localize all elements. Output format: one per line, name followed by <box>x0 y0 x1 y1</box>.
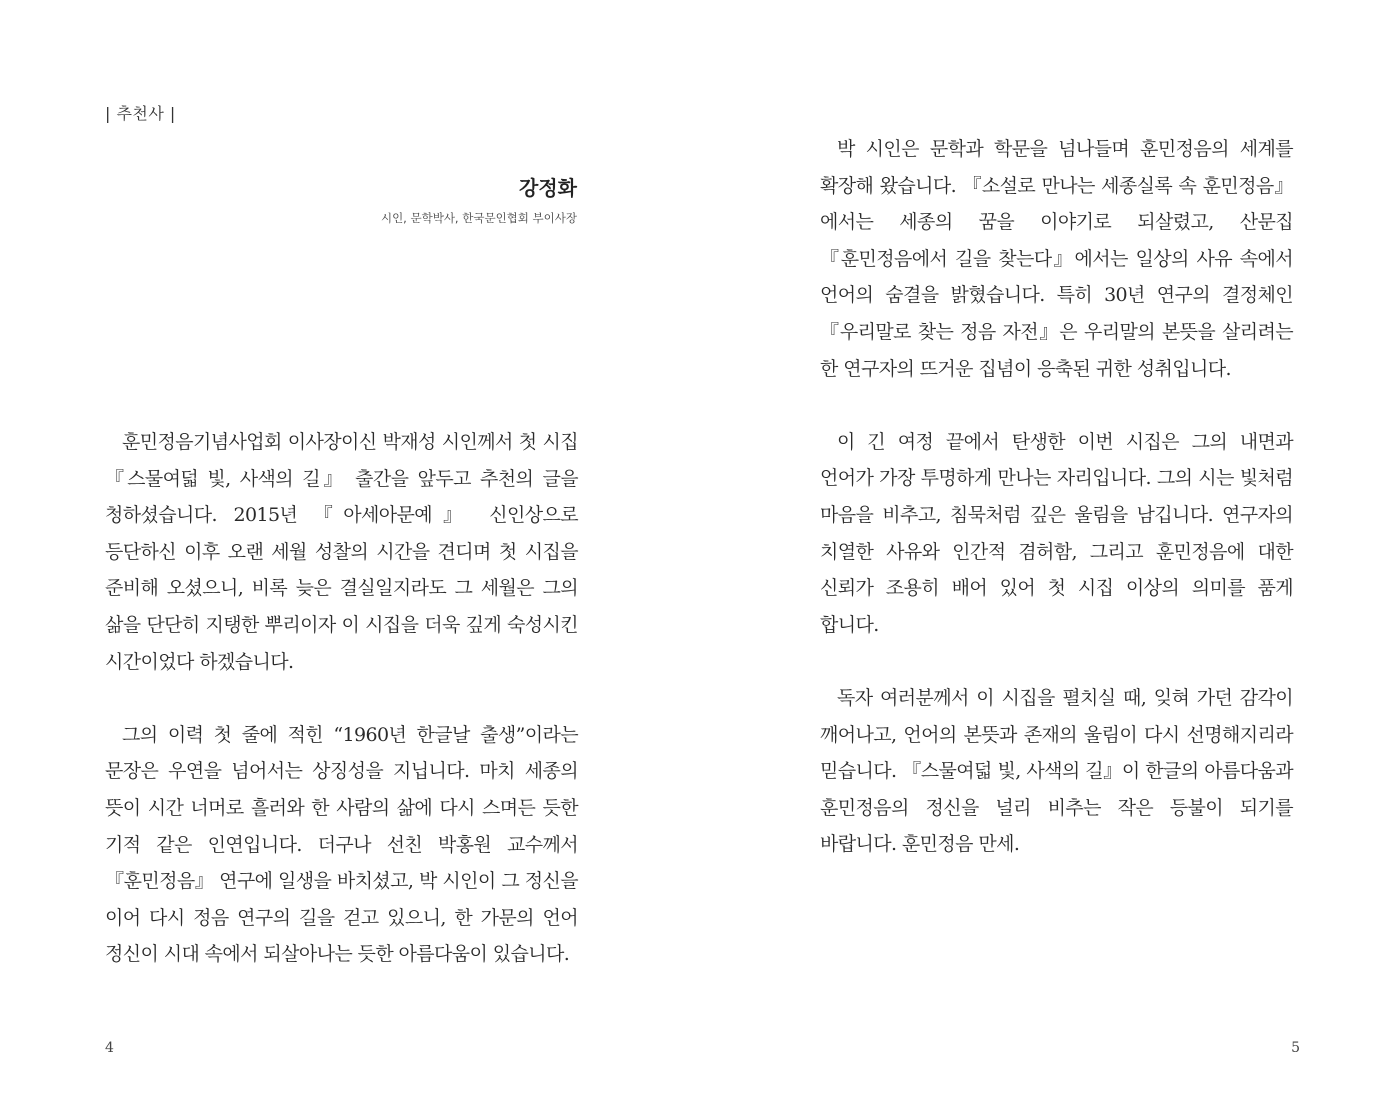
author-block <box>300 172 577 226</box>
right-body-text <box>820 131 1293 863</box>
left-body-text <box>105 424 578 973</box>
section-label: | 추천사 | <box>105 104 176 123</box>
paragraph: 훈민정음기념사업회 이사장이신 박재성 시인께서 첫 시집 『스물여덟 빛, 사색의 길』 출간을 앞두고 추천의 글을 청하셨습니다. 2015년 『아세아문예』 신인상으로 등단하신 이후 오랜 세월 성찰의 시간을 견디며 첫 시집을 준비해 오셨으니, 비록 늦은 결실일지라도 그 세월은 그의 삶을 단단히 지탱한 뿌리이자 이 시집을 더욱 깊게 숙성시킨 시간이었다 하겠습니다. <box>105 431 578 673</box>
page-number: 4 <box>105 1040 114 1056</box>
author-title: 시인, 문학박사, 한국문인협회 부이사장 <box>380 211 577 225</box>
paragraph: 박 시인은 문학과 학문을 넘나들며 훈민정음의 세계를 확장해 왔습니다. 『소설로 만나는 세종실록 속 훈민정음』에서는 세종의 꿈을 이야기로 되살렸고, 산문집 『훈민정음에서 길을 찾는다』에서는 일상의 사유 속에서 언어의 숨결을 밝혔습니다. 특히 30년 연구의 결정체인 『우리말로 찾는 정음 자전』은 우리말의 본뜻을 살리려는 한 연구자의 뜨거운 집념이 응축된 귀한 성취입니다. <box>820 138 1293 380</box>
right-page <box>700 0 1400 1114</box>
paragraph: 독자 여러분께서 이 시집을 펼치실 때, 잊혀 가던 감각이 깨어나고, 언어의 본뜻과 존재의 울림이 다시 선명해지리라 믿습니다. 『스물여덟 빛, 사색의 길』이 한글의 아름다움과 훈민정음의 정신을 널리 비추는 작은 등불이 되기를 바랍니다. 훈민정음 만세. <box>820 686 1293 856</box>
paragraph: 그의 이력 첫 줄에 적힌 “1960년 한글날 출생”이라는 문장은 우연을 넘어서는 상징성을 지닙니다. 마치 세종의 뜻이 시간 너머로 흘러와 한 사람의 삶에 다시 스며든 듯한 기적 같은 인연입니다. 더구나 선친 박홍원 교수께서 『훈민정음』 연구에 일생을 바치셨고, 박 시인이 그 정신을 이어 다시 정음 연구의 길을 걷고 있으니, 한 가문의 언어 정신이 시대 속에서 되살아나는 듯한 아름다움이 있습니다. <box>105 723 578 966</box>
paragraph: 이 긴 여정 끝에서 탄생한 이번 시집은 그의 내면과 언어가 가장 투명하게 만나는 자리입니다. 그의 시는 빛처럼 마음을 비추고, 침묵처럼 깊은 울림을 남깁니다. 연구자의 치열한 사유와 인간적 겸허함, 그리고 훈민정음에 대한 신뢰가 조용히 배어 있어 첫 시집 이상의 의미를 품게 합니다. <box>820 430 1293 636</box>
author-name: 강정화 <box>519 176 577 200</box>
page-number: 5 <box>1291 1040 1300 1056</box>
